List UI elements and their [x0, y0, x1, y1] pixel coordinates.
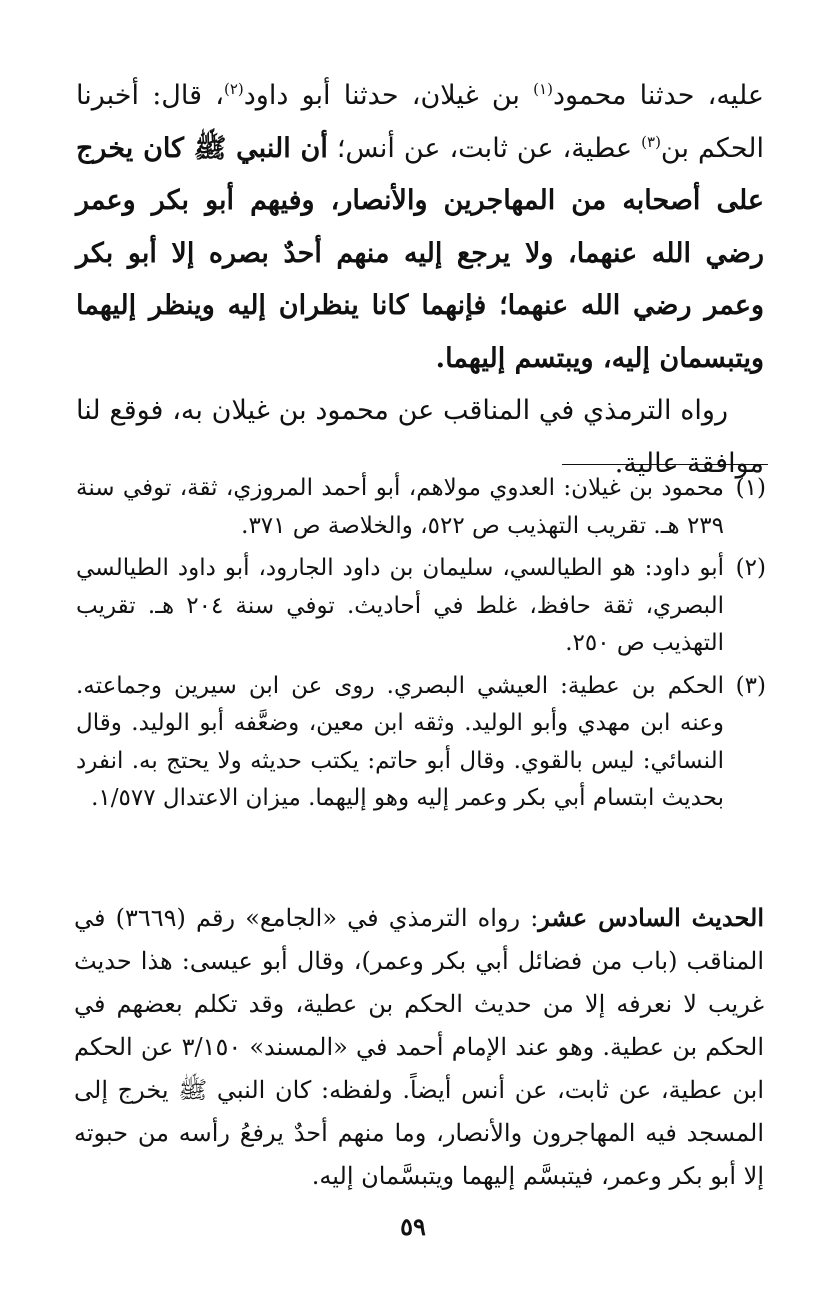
footnotes: [76, 470, 766, 823]
main-part-2: بن غيلان، حدثنا أبو داود: [243, 80, 534, 111]
footnote-text: الحكم بن عطية: العيشي البصري. روى عن ابن سيرين وجماعته. وعنه ابن مهدي وأبو الوليد. وثقه ابن معين، وضعَّفه أبو الوليد. وقال النسائي: ليس بالقوي. وقال أبو حاتم: يكتب حديثه ولا يحتج به. انفرد بحديث ابتسام أبي بكر وعمر إليه وهو إليهما. ميزان الاعتدال ١/٥٧٧.: [76, 672, 724, 811]
main-intro: عليه، حدثنا محمود: [552, 80, 764, 111]
hadith-quote: أن النبي ﷺ كان يخرج على أصحابه من المهاجرين والأنصار، وفيهم أبو بكر وعمر رضي الله عنهما، ولا يرجع إليه منهم أحدٌ بصره إلا أبو بكر وعمر رضي الله عنهما؛ فإنهما كانا ينظران إليه وينظر إليهما ويتبسمان إليه، ويبتسم إليهما.: [76, 132, 764, 374]
footnote-1: [76, 470, 766, 545]
footnote-2: [76, 550, 766, 663]
footnote-number: (١): [735, 475, 766, 501]
footnote-3: [76, 668, 766, 818]
main-text: [76, 70, 764, 490]
main-part-4: عطية، عن ثابت، عن أنس؛: [327, 132, 642, 164]
hadith-commentary-text: : رواه الترمذي في «الجامع» رقم (٣٦٦٩) في المناقب (باب من فضائل أبي بكر وعمر)، وقال أبو عيسى: هذا حديث غريب لا نعرفه إلا من حديث الحكم بن عطية، وقد تكلم بعضهم في الحكم بن عطية. وهو عند الإمام أحمد في «المسند» ٣/١٥٠ عن الحكم ابن عطية، عن ثابت، عن أنس أيضاً. ولفظه: كان النبي ﷺ يخرج إلى المسجد فيه المهاجرون والأنصار، وما منهم أحدٌ يرفعُ رأسه من حبوته إلا أبو بكر وعمر، فيتبسَّم إليهما ويتبسَّمان إليه.: [74, 904, 765, 1190]
page-number: ٥٩: [400, 1212, 426, 1241]
footnote-divider: [562, 464, 768, 465]
footnote-number: (٢): [735, 555, 766, 581]
footnote-text: محمود بن غيلان: العدوي مولاهم، أبو أحمد المروزي، ثقة، توفي سنة ٢٣٩ هـ. تقريب التهذيب ص ٥٢٢، والخلاصة ص ٣٧١.: [76, 475, 724, 539]
footnote-text: أبو داود: هو الطيالسي، سليمان بن داود الجارود، أبو داود الطيالسي البصري، ثقة حافظ، غلط في أحاديث. توفي سنة ٢٠٤ هـ. تقريب التهذيب ص ٢٥٠.: [76, 555, 724, 656]
main-paragraph: [76, 70, 764, 385]
narration-paragraph: رواه الترمذي في المناقب عن محمود بن غيلان به، فوقع لنا موافقة عالية.: [76, 395, 764, 479]
footnote-ref-1: (١): [533, 80, 553, 98]
footnote-ref-3: (٣): [641, 132, 661, 151]
hadith-heading: الحديث السادس عشر: [538, 903, 764, 932]
footnote-number: (٣): [735, 672, 766, 699]
footnote-ref-2: (٢): [223, 80, 244, 98]
hadith-commentary: [74, 896, 764, 1198]
main-part-3: ، قال: أخبرنا الحكم بن: [76, 80, 765, 164]
